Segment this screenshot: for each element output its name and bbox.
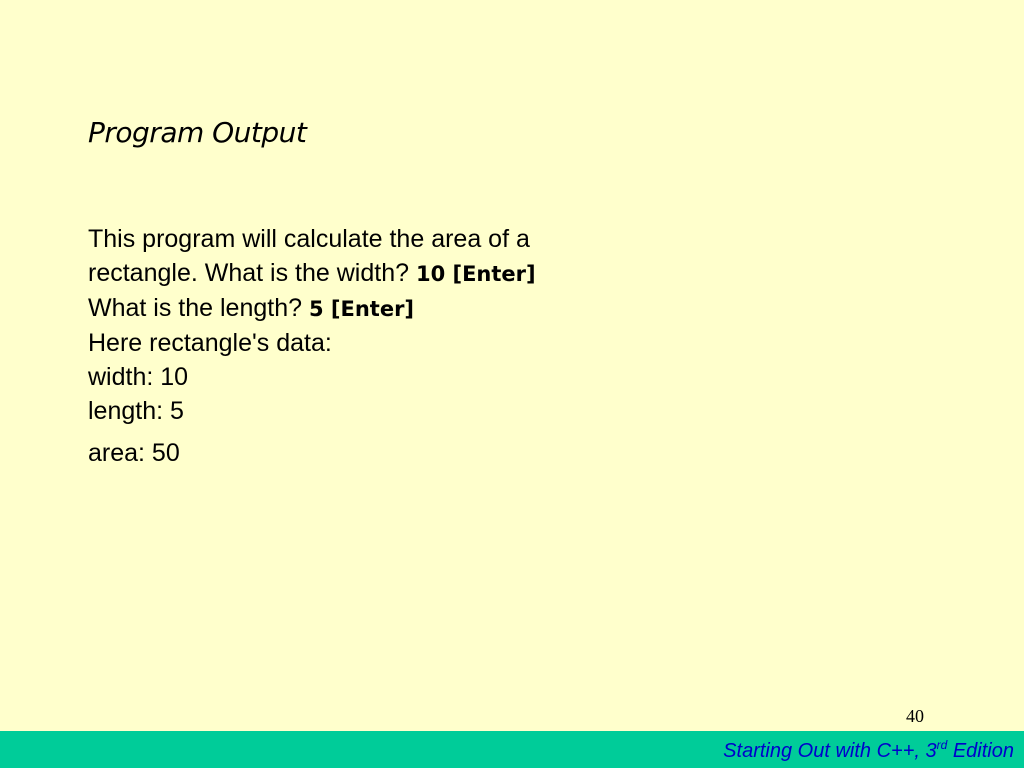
length-prompt: What is the length?: [88, 294, 309, 322]
output-line-width: width: 10: [88, 363, 189, 391]
output-line-4: Here rectangle's data:: [88, 329, 332, 357]
footer-edition: Edition: [947, 740, 1014, 762]
length-user-input: 5 [Enter]: [308, 297, 415, 321]
output-line-1: This program will calculate the area of a: [88, 225, 530, 253]
footer-bar: [0, 731, 1024, 768]
slide-number: 40: [906, 706, 924, 726]
output-line-3: [88, 291, 536, 326]
slide-title: Program Output: [88, 116, 307, 149]
width-prompt: rectangle. What is the width?: [88, 259, 416, 287]
footer-ordinal-suffix: rd: [936, 738, 948, 752]
output-line-area: area: 50: [88, 439, 180, 467]
footer-title-main: Starting Out with C++, 3: [723, 740, 937, 762]
output-line-length: length: 5: [88, 397, 184, 425]
footer-book-title: [723, 738, 1014, 763]
program-output: [88, 222, 536, 470]
width-user-input: 10 [Enter]: [415, 262, 536, 286]
output-line-2: [88, 256, 536, 291]
